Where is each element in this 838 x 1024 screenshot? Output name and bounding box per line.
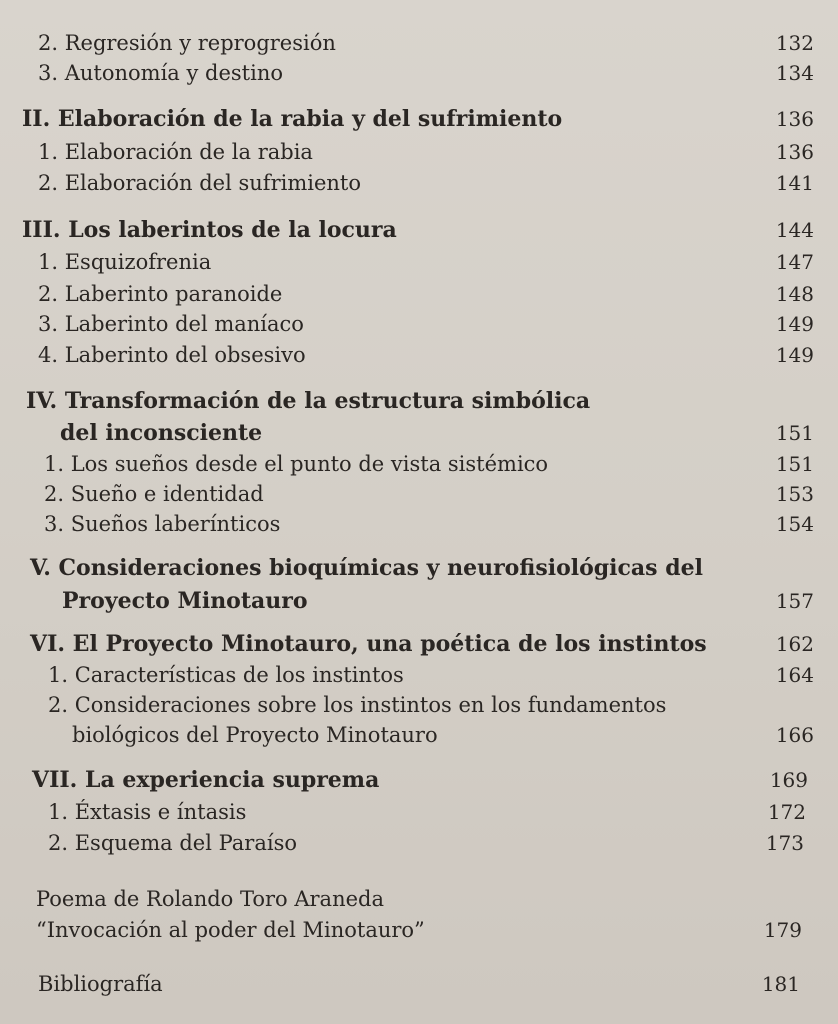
toc-entry — [0, 449, 838, 479]
toc-entry-page: 172 — [767, 800, 806, 824]
toc-entry-title: 2. Elaboración del sufrimiento — [38, 171, 361, 195]
toc-entry-title: Poema de Rolando Toro Araneda — [36, 887, 384, 911]
toc-entry — [0, 479, 838, 509]
toc-chapter — [0, 629, 838, 659]
toc-entry-title: 3. Laberinto del maníaco — [38, 312, 304, 336]
toc-entry-page: 166 — [775, 723, 814, 747]
toc-entry — [0, 797, 838, 827]
toc-entry — [0, 247, 838, 277]
toc-entry-page: 154 — [775, 512, 814, 536]
toc-entry-page: 181 — [761, 972, 800, 996]
toc-entry — [0, 884, 838, 914]
toc-entry-page: 141 — [775, 171, 814, 195]
toc-chapter-title: II. Elaboración de la rabia y del sufrimiento — [22, 106, 563, 132]
toc-entry — [0, 309, 838, 339]
toc-entry — [0, 168, 838, 198]
toc-entry-page: 136 — [775, 140, 814, 164]
toc-entry-title: 2. Consideraciones sobre los instintos en los fundamentos — [48, 693, 667, 717]
toc-entry-continuation — [0, 915, 838, 945]
toc-entry-title: Bibliografía — [38, 972, 163, 996]
toc-entry-title: 3. Autonomía y destino — [38, 61, 283, 85]
toc-entry — [0, 28, 838, 58]
toc-entry-title: 2. Esquema del Paraíso — [48, 831, 297, 855]
toc-entry — [0, 690, 838, 720]
toc-chapter-title: IV. Transformación de la estructura simbólica — [26, 388, 591, 414]
toc-entry-page: 148 — [775, 282, 814, 306]
toc-entry-page: 157 — [775, 589, 814, 613]
toc-chapter-title: del inconsciente — [60, 420, 263, 446]
toc-chapter-title: III. Los laberintos de la locura — [22, 217, 397, 243]
toc-chapter — [0, 765, 838, 795]
toc-entry-page: 151 — [775, 421, 814, 445]
toc-entry-page: 173 — [765, 831, 804, 855]
toc-entry-title: “Invocación al poder del Minotauro” — [36, 918, 425, 942]
toc-entry-page: 134 — [775, 61, 814, 85]
toc-entry-continuation — [0, 720, 838, 750]
toc-entry-page: 169 — [769, 768, 808, 792]
toc-entry — [0, 660, 838, 690]
toc-entry-page: 144 — [775, 218, 814, 242]
toc-entry-title: 2. Laberinto paranoide — [38, 282, 283, 306]
toc-entry-title: 1. Elaboración de la rabia — [38, 140, 313, 164]
toc-entry-page: 151 — [775, 452, 814, 476]
toc-entry-title: 1. Los sueños desde el punto de vista sistémico — [44, 452, 549, 476]
toc-entry-title: 1. Éxtasis e íntasis — [48, 800, 247, 824]
toc-entry-title: 1. Características de los instintos — [48, 663, 404, 687]
toc-entry-title: 4. Laberinto del obsesivo — [38, 343, 306, 367]
toc-entry-page: 164 — [775, 663, 814, 687]
toc-entry — [0, 279, 838, 309]
toc-entry-page: 149 — [775, 343, 814, 367]
toc-entry-page: 179 — [763, 918, 802, 942]
toc-chapter-title: V. Consideraciones bioquímicas y neurofisiológicas del — [30, 555, 703, 581]
toc-chapter — [0, 553, 838, 583]
toc-chapter-continuation — [0, 418, 838, 448]
toc-entry-title: 3. Sueños laberínticos — [44, 512, 281, 536]
toc-entry — [0, 137, 838, 167]
toc-entry-title: 2. Sueño e identidad — [44, 482, 264, 506]
toc-entry-title: 2. Regresión y reprogresión — [38, 31, 336, 55]
toc-chapter — [0, 386, 838, 416]
toc-entry-page: 147 — [775, 250, 814, 274]
toc-entry-page: 162 — [775, 632, 814, 656]
toc-chapter-title: VI. El Proyecto Minotauro, una poética de los instintos — [30, 631, 707, 657]
toc-entry-title: 1. Esquizofrenia — [38, 250, 212, 274]
toc-entry — [0, 58, 838, 88]
toc-entry — [0, 969, 838, 999]
toc-chapter-title: Proyecto Minotauro — [62, 588, 308, 614]
toc-chapter — [0, 104, 838, 134]
toc-entry — [0, 340, 838, 370]
toc-entry-page: 132 — [775, 31, 814, 55]
toc-entry — [0, 509, 838, 539]
toc-entry — [0, 828, 838, 858]
toc-chapter-title: VII. La experiencia suprema — [32, 767, 380, 793]
toc-entry-title: biológicos del Proyecto Minotauro — [72, 723, 438, 747]
toc-entry-page: 149 — [775, 312, 814, 336]
toc-entry-page: 153 — [775, 482, 814, 506]
toc-chapter — [0, 215, 838, 245]
toc-entry-page: 136 — [775, 107, 814, 131]
toc-chapter-continuation — [0, 586, 838, 616]
